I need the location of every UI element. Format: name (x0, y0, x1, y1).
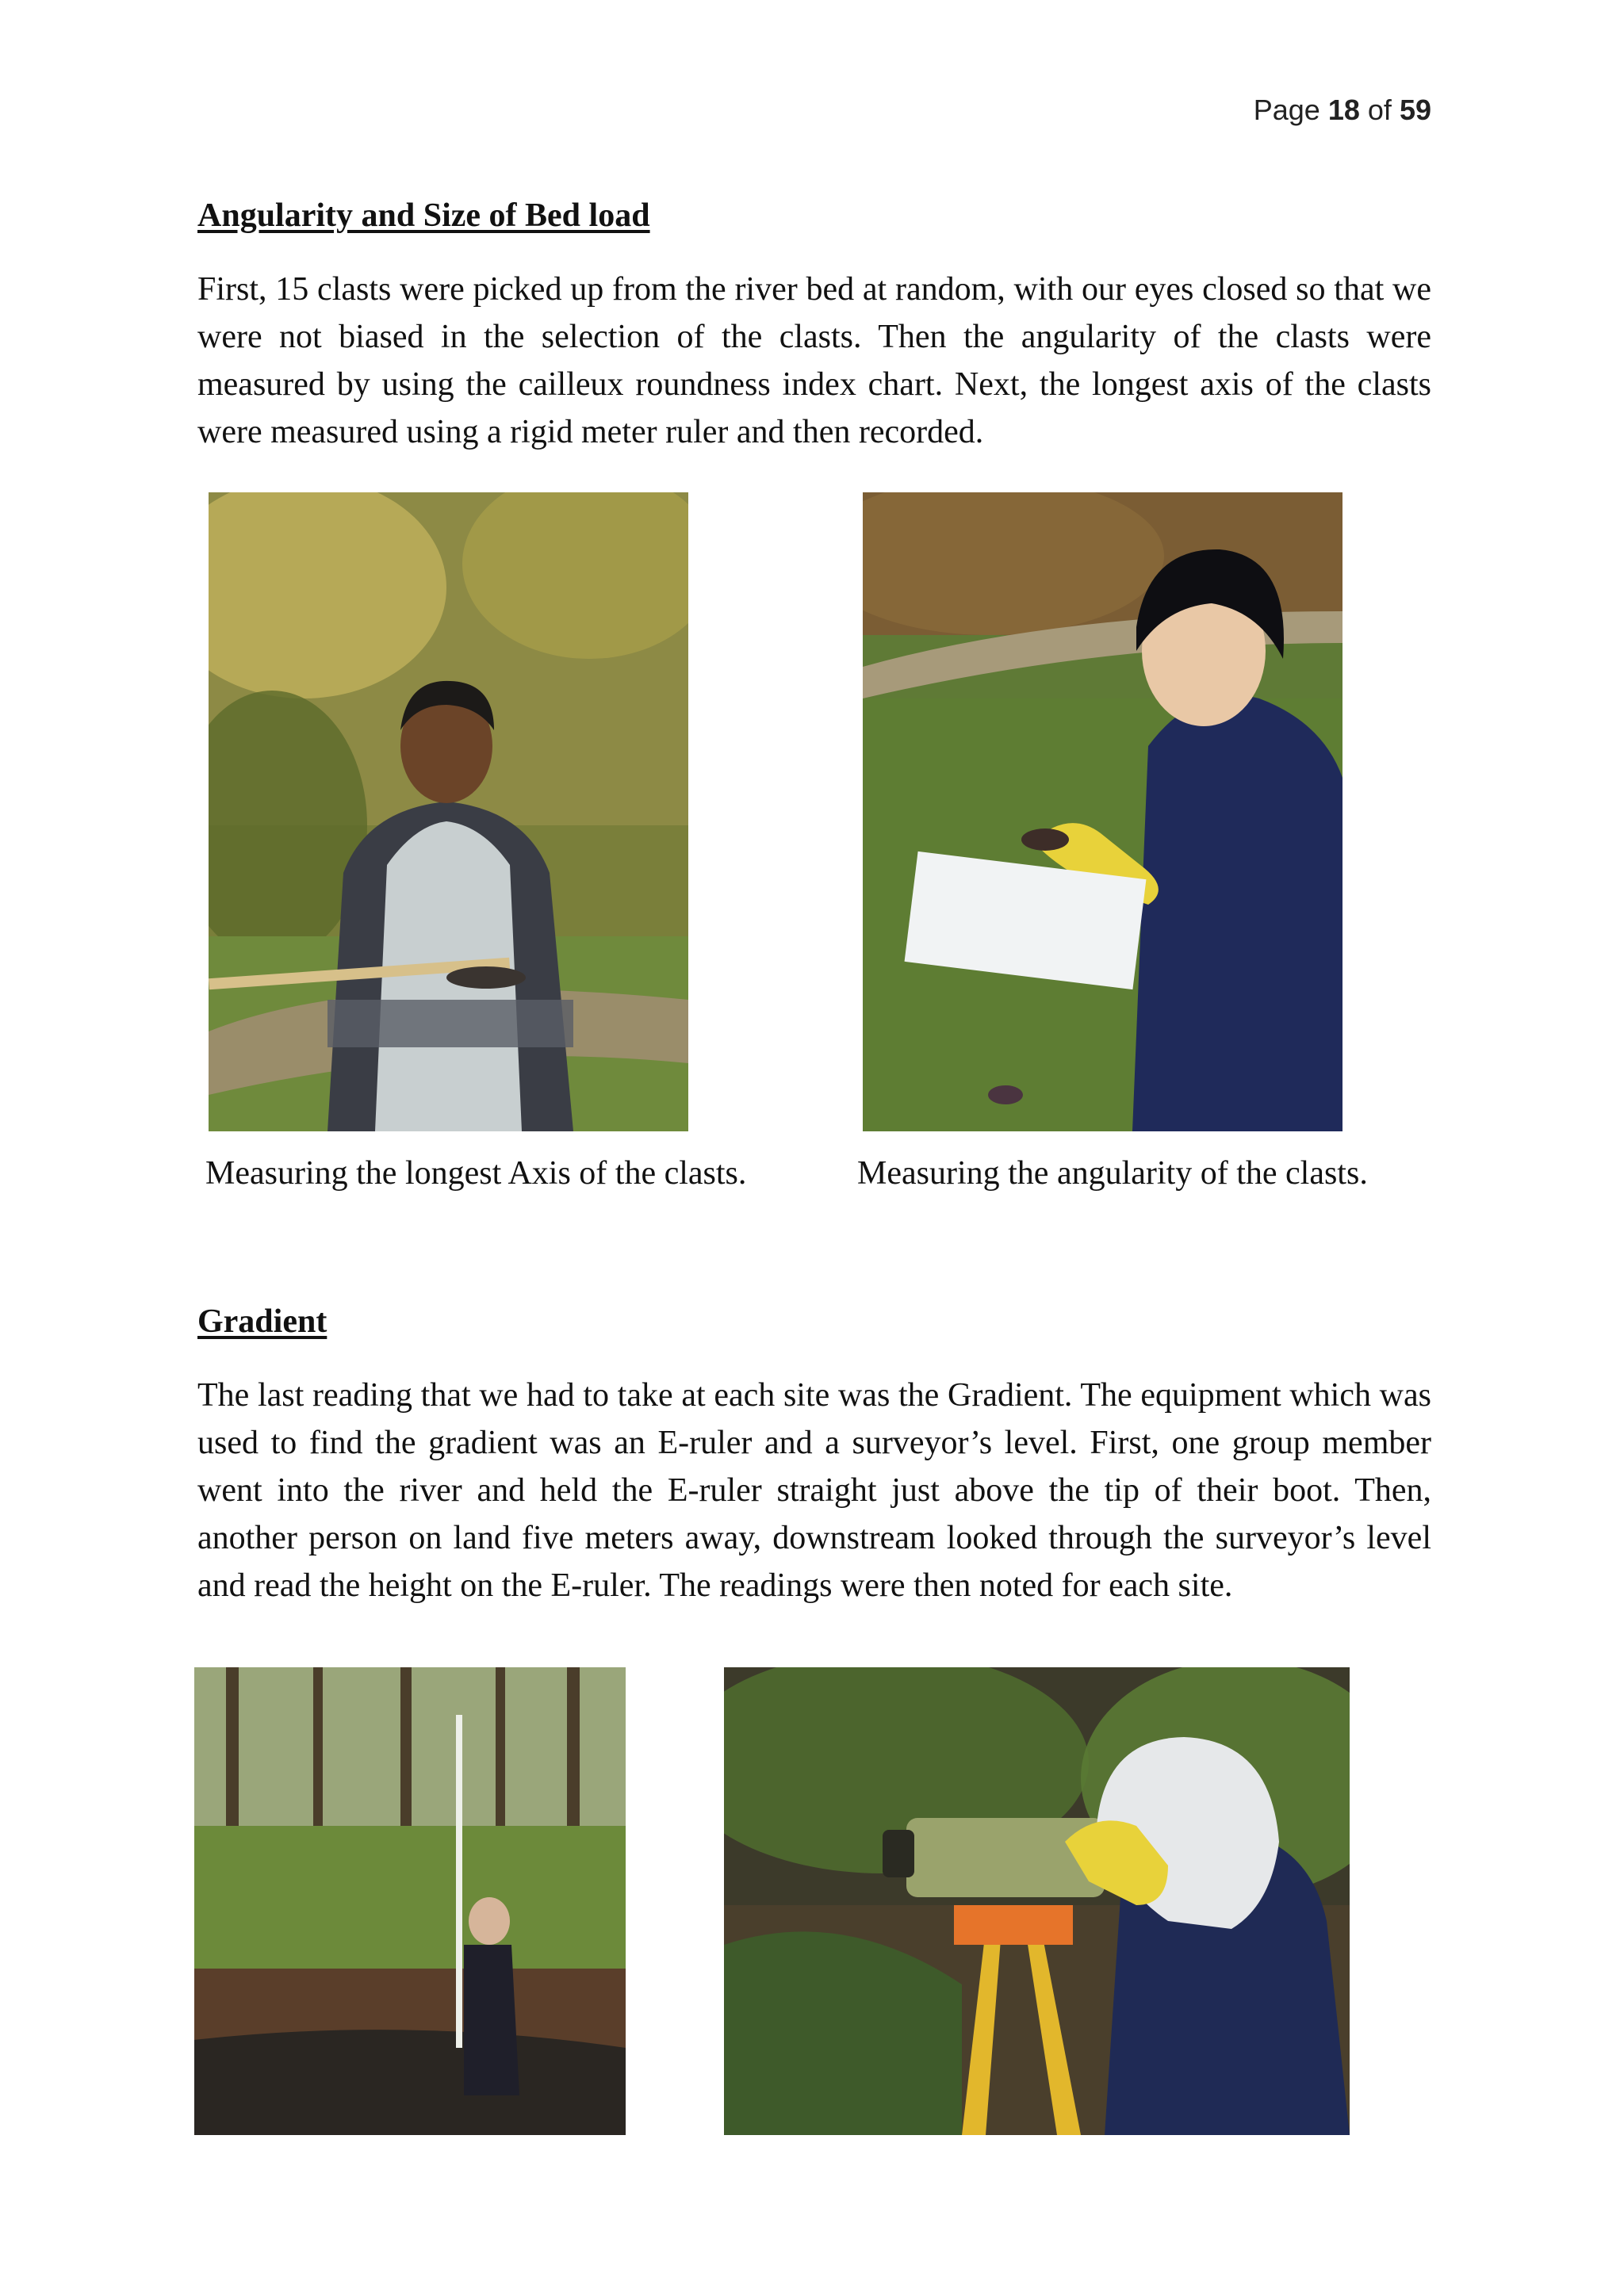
section-paragraph-angularity: First, 15 clasts were picked up from the river bed at random, with our eyes closed so that we were not biased in the selection of the clasts. Then the angularity of the clasts were measured by using the cailleux roundness index chart. Next, the longest axis of the clasts were measured using a rigid meter ruler and then recorded. (197, 271, 1431, 450)
photo-measuring-angularity (863, 492, 1342, 1131)
page-prefix: Page (1253, 94, 1320, 126)
photo-surveyors-level (724, 1667, 1350, 2135)
section-heading-gradient: Gradient (197, 1303, 327, 1340)
page-total: 59 (1399, 94, 1431, 126)
caption-angularity: Measuring the angularity of the clasts. (857, 1155, 1368, 1192)
page-number (1254, 94, 1431, 127)
photo-measuring-longest-axis (209, 492, 688, 1131)
section-paragraph-gradient: The last reading that we had to take at each site was the Gradient. The equipment which was used to find the gradient was an E-ruler and a surveyor’s level. First, one group member went into the river and held the E-ruler straight just above the tip of their boot. Then, another person on land five meters away, downstream looked through the surveyor’s level and read the height on the E-ruler. The readings were then noted for each site. (197, 1377, 1431, 1604)
caption-longest-axis: Measuring the longest Axis of the clasts. (205, 1155, 747, 1192)
page-of: of (1367, 94, 1392, 126)
photo-e-ruler-in-river (194, 1667, 626, 2135)
section-heading-angularity: Angularity and Size of Bed load (197, 197, 650, 234)
page-current: 18 (1327, 94, 1360, 126)
